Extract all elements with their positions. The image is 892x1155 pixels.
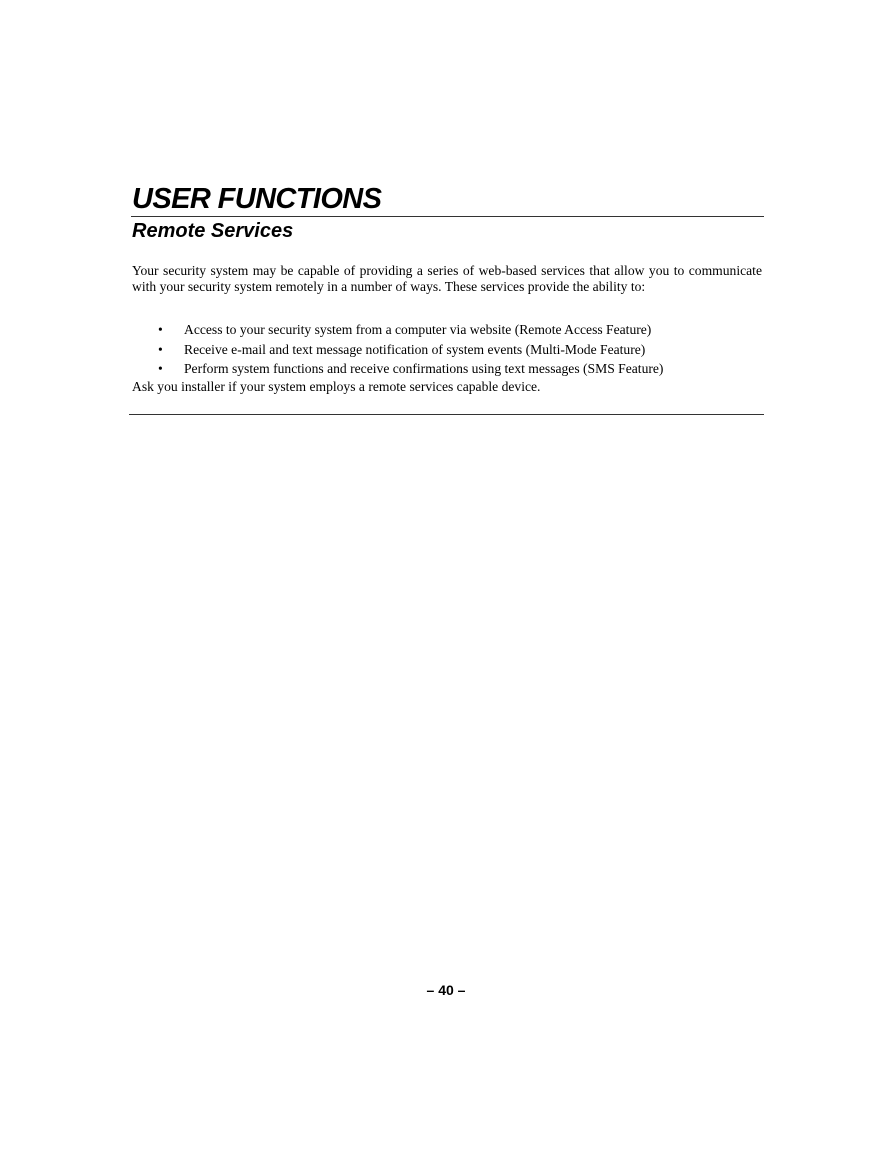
closing-paragraph: Ask you installer if your system employs a remote services capable device. (132, 379, 541, 394)
bullet-icon: • (158, 361, 163, 376)
list-item-text: Receive e-mail and text message notification of system events (Multi-Mode Feature) (184, 341, 646, 357)
list-item-text: Perform system functions and receive confirmations using text messages (SMS Feature) (184, 361, 664, 376)
list-item (132, 359, 762, 379)
page-number: – 40 – (426, 982, 466, 998)
list-item-text: Access to your security system from a computer via website (Remote Access Feature) (184, 322, 652, 337)
list-item (132, 340, 762, 360)
bullet-icon: • (158, 341, 163, 357)
section-title: USER FUNCTIONS (132, 183, 382, 215)
feature-list (132, 320, 762, 379)
section-end-divider (129, 414, 764, 415)
list-item (132, 320, 762, 340)
intro-paragraph: Your security system may be capable of providing a series of web-based services that allow you to communicate with your security system remotely in a number of ways. These services provide the ability to: (132, 263, 762, 294)
bullet-icon: • (158, 322, 163, 337)
subsection-title: Remote Services (132, 220, 294, 242)
